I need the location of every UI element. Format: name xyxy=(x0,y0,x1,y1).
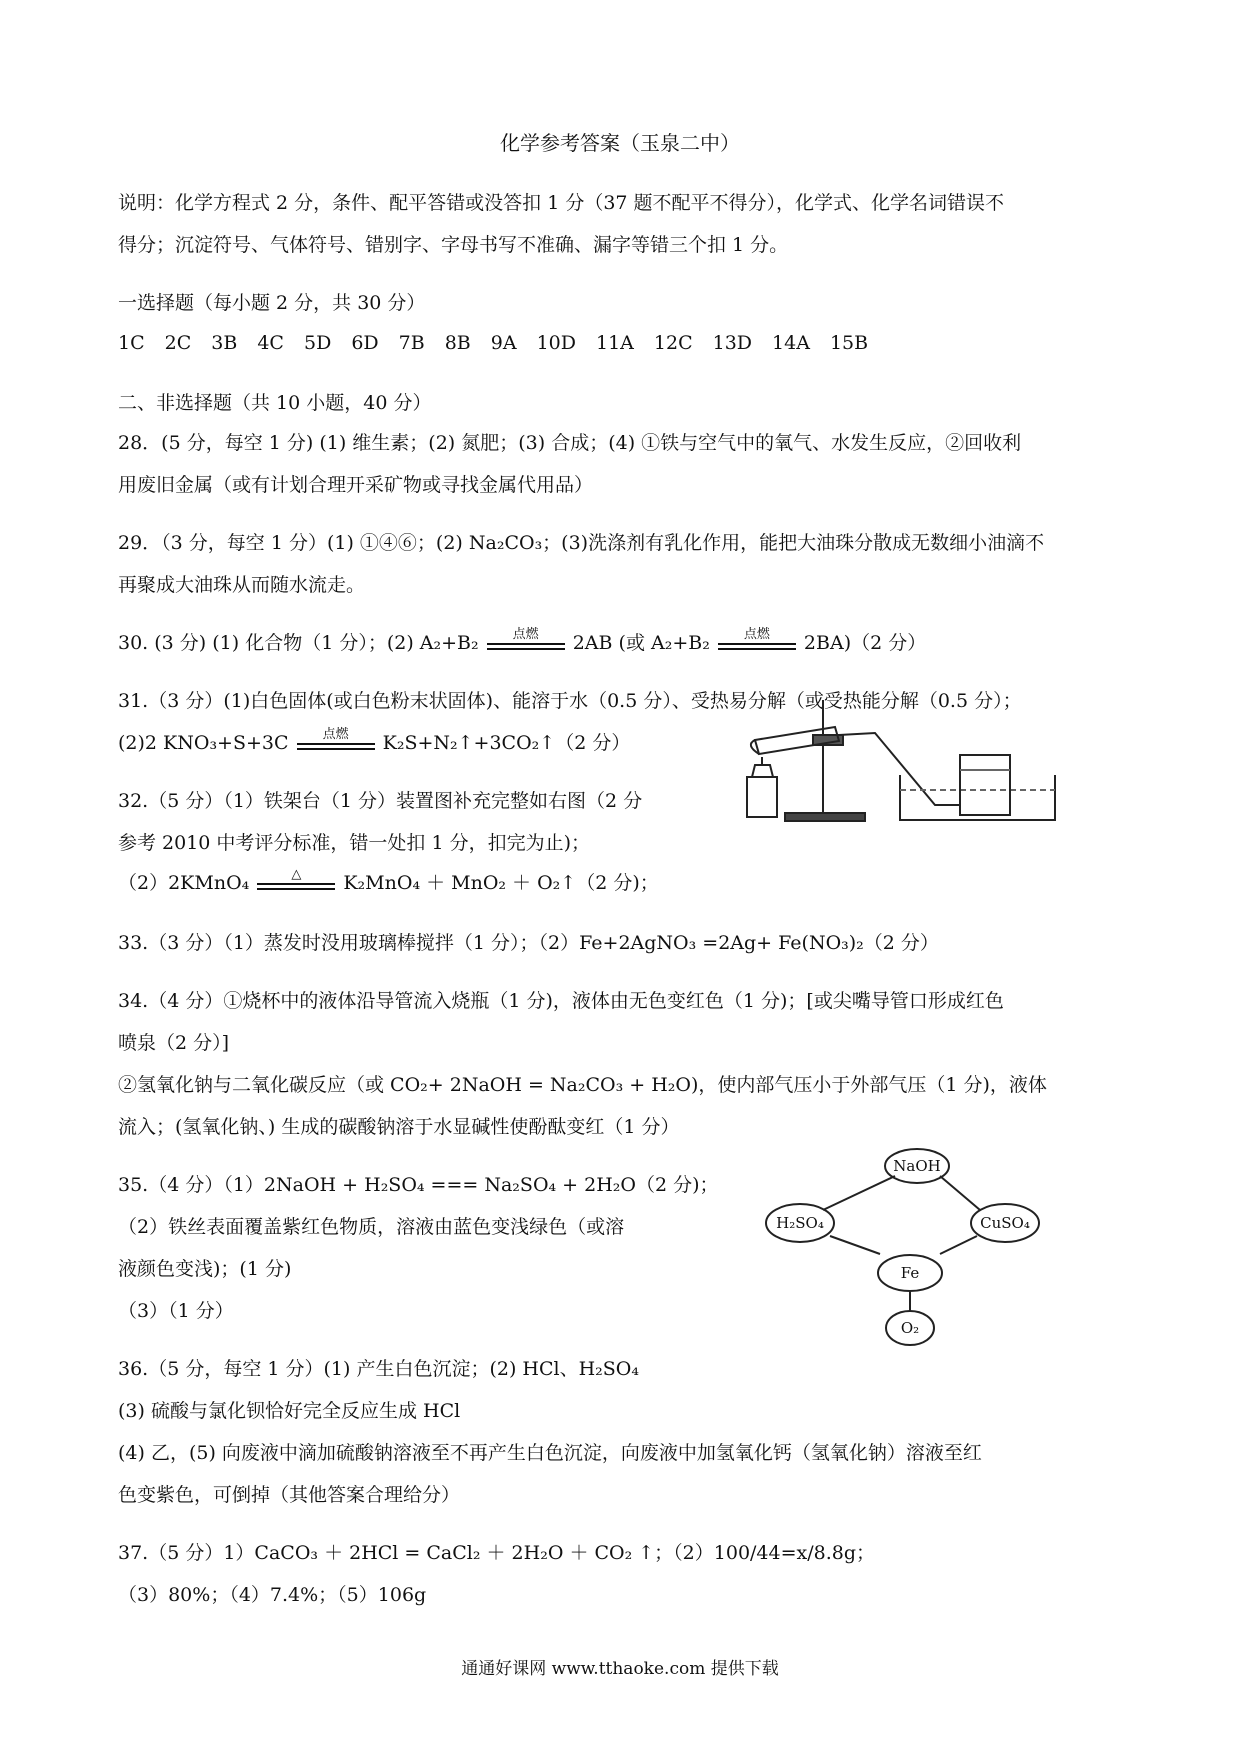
q32-line-3 xyxy=(118,867,659,896)
page-title: 化学参考答案（玉泉二中） xyxy=(500,131,740,155)
mc-answer: 15B xyxy=(829,332,869,354)
mc-answer: 9A xyxy=(490,332,517,354)
condition-label: 点燃 xyxy=(512,627,539,642)
node-o2: O₂ xyxy=(900,1319,920,1337)
mc-answer: 1C xyxy=(118,332,145,354)
q30-part-a: 30. (3 分) (1) 化合物（1 分）；(2) A₂+B₂ xyxy=(118,632,479,654)
reaction-arrow xyxy=(487,627,565,654)
q37-line-2: （3）80%；（4）7.4%；（5）106g xyxy=(118,1584,427,1606)
mc-answer: 2C xyxy=(164,332,192,354)
mc-answer: 13D xyxy=(712,332,753,354)
mc-answer: 11A xyxy=(596,332,634,354)
q29-line-2: 再聚成大油珠从而随水流走。 xyxy=(118,574,366,596)
q36-line-4: 色变紫色，可倒掉（其他答案合理给分） xyxy=(118,1484,461,1506)
q34-line-4: 流入；(氢氧化钠、) 生成的碳酸钠溶于水显碱性使酚酞变红（1 分） xyxy=(118,1116,680,1138)
q33-line: 33.（3 分）（1）蒸发时没用玻璃棒搅拌（1 分）；（2）Fe+2AgNO₃ =2Ag+ Fe(NO₃)₂（2 分） xyxy=(118,932,939,954)
mc-answer: 10D xyxy=(536,332,576,354)
condition-label: 点燃 xyxy=(322,727,349,742)
q32-line-2: 参考 2010 中考评分标准，错一处扣 1 分，扣完为止)； xyxy=(118,832,591,854)
section-2-title: 二、非选择题（共 10 小题，40 分） xyxy=(118,392,432,414)
mc-answer: 6D xyxy=(351,332,379,354)
note-line-2: 得分；沉淀符号、气体符号、错别字、字母书写不准确、漏字等错三个扣 1 分。 xyxy=(118,234,789,256)
condition-label: △ xyxy=(291,867,302,882)
note-line-1: 说明：化学方程式 2 分，条件、配平答错或没答扣 1 分（37 题不配平不得分），化学式、化学名词错误不 xyxy=(118,192,1005,214)
section-1-title: 一选择题（每小题 2 分，共 30 分） xyxy=(118,292,426,314)
apparatus-diagram xyxy=(735,695,1065,835)
q36-line-2: (3) 硫酸与氯化钡恰好完全反应生成 HCl xyxy=(118,1400,461,1422)
q32-line-1: 32.（5 分）（1）铁架台（1 分）装置图补充完整如右图（2 分 xyxy=(118,790,643,812)
q34-line-3: ②氢氧化钠与二氧化碳反应（或 CO₂+ 2NaOH = Na₂CO₃ + H₂O)，使内部气压小于外部气压（1 分)，液体 xyxy=(118,1074,1047,1096)
q31-equation-right: K₂S+N₂↑+3CO₂↑（2 分） xyxy=(382,732,631,754)
mc-answer-list xyxy=(118,330,888,356)
reaction-network-diagram xyxy=(755,1148,1045,1348)
q32-equation-right: K₂MnO₄ ＋ MnO₂ ＋ O₂↑（2 分)； xyxy=(343,872,659,894)
mc-answer: 8B xyxy=(444,332,471,354)
q35-line-2: （2）铁丝表面覆盖紫红色物质，溶液由蓝色变浅绿色（或溶 xyxy=(118,1216,625,1238)
node-h2so4: H₂SO₄ xyxy=(776,1214,824,1232)
condition-label: 点燃 xyxy=(743,627,770,642)
q32-equation-left: （2）2KMnO₄ xyxy=(118,872,250,894)
mc-answer: 7B xyxy=(398,332,425,354)
q31-line-1: 31.（3 分）(1)白色固体(或白色粉末状固体)、能溶于水（0.5 分）、受热易分解（或受热能分解（0.5 分）； xyxy=(118,690,1022,712)
mc-answer: 3B xyxy=(211,332,238,354)
node-cuso4: CuSO₄ xyxy=(980,1214,1030,1232)
q34-line-2: 喷泉（2 分）] xyxy=(118,1032,230,1054)
q35-line-1: 35.（4 分）（1）2NaOH + H₂SO₄ === Na₂SO₄ + 2H₂O（2 分)； xyxy=(118,1174,719,1196)
mc-answer: 12C xyxy=(653,332,693,354)
q34-line-1: 34.（4 分）①烧杯中的液体沿导管流入烧瓶（1 分)，液体由无色变红色（1 分)；[或尖嘴导管口形成红色 xyxy=(118,990,1004,1012)
mc-answer: 4C xyxy=(257,332,284,354)
q30-part-b: 2AB (或 A₂+B₂ xyxy=(572,632,710,654)
q31-line-2 xyxy=(118,727,631,756)
mc-answer: 5D xyxy=(303,332,332,354)
q28-line-1: 28．(5 分，每空 1 分) (1) 维生素；(2) 氮肥；(3) 合成；(4) ①铁与空气中的氧气、水发生反应，②回收利 xyxy=(118,432,1022,454)
node-naoh: NaOH xyxy=(893,1157,941,1175)
mc-answer: 14A xyxy=(772,332,810,354)
q35-line-4: （3）（1 分） xyxy=(118,1300,234,1322)
q30-part-c: 2BA)（2 分） xyxy=(803,632,927,654)
footer-text: 通通好课网 www.tthaoke.com 提供下载 xyxy=(461,1659,779,1679)
q31-equation-left: (2)2 KNO₃+S+3C xyxy=(118,732,289,754)
q35-line-3: 液颜色变浅)；(1 分) xyxy=(118,1258,292,1280)
q30-line xyxy=(118,627,927,656)
q36-line-1: 36.（5 分，每空 1 分）(1) 产生白色沉淀；(2) HCl、H₂SO₄ xyxy=(118,1358,639,1380)
q28-line-2: 用废旧金属（或有计划合理开采矿物或寻找金属代用品） xyxy=(118,474,594,496)
reaction-arrow xyxy=(718,627,796,654)
q37-line-1: 37.（5 分）1）CaCO₃ ＋ 2HCl = CaCl₂ ＋ 2H₂O ＋ CO₂ ↑；（2）100/44=x/8.8g； xyxy=(118,1542,876,1564)
q29-line-1: 29．（3 分，每空 1 分）(1) ①④⑥；(2) Na₂CO₃；(3)洗涤剂有乳化作用，能把大油珠分散成无数细小油滴不 xyxy=(118,532,1045,554)
node-fe: Fe xyxy=(900,1264,920,1282)
reaction-arrow xyxy=(257,867,335,894)
q36-line-3: (4) 乙，(5) 向废液中滴加硫酸钠溶液至不再产生白色沉淀，向废液中加氢氧化钙（氢氧化钠）溶液至红 xyxy=(118,1442,982,1464)
reaction-arrow xyxy=(297,727,375,754)
